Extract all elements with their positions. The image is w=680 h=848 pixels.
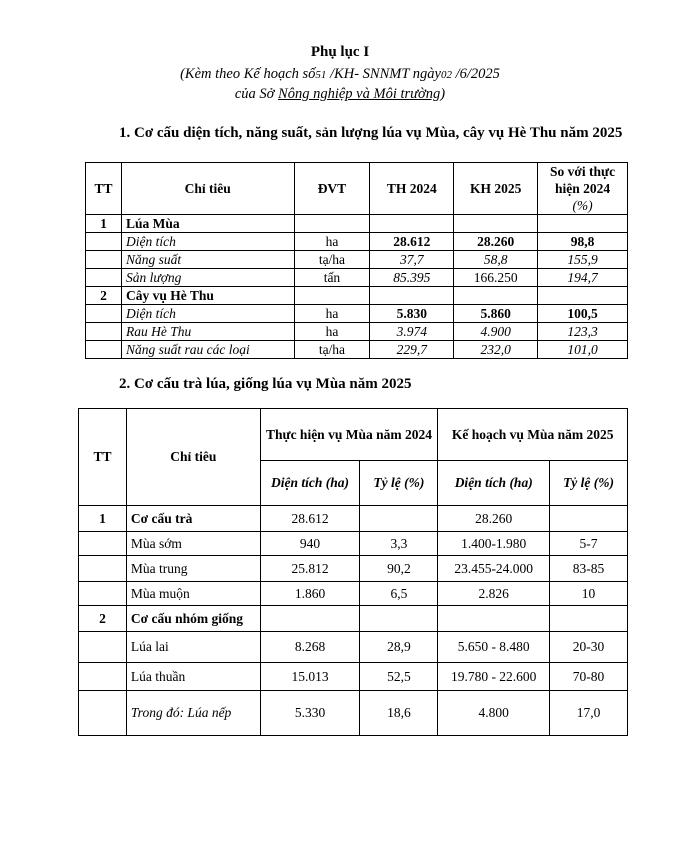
th-2024-value: 5.830	[370, 305, 454, 323]
section2-title: 2. Cơ cấu trà lúa, giống lúa vụ Mùa năm 2025	[119, 376, 412, 392]
area-kh-value: 2.826	[438, 582, 550, 606]
indicator-name: Năng suất	[121, 251, 294, 269]
th-2024-value: 28.612	[370, 233, 454, 251]
col-compare: So với thực hiện 2024 (%)	[538, 163, 628, 215]
compare-value: 101,0	[538, 341, 628, 359]
table-row	[79, 663, 628, 691]
area-kh-value: 4.800	[438, 691, 550, 736]
col-rate-th: Tỷ lệ (%)	[360, 461, 438, 506]
group-number: 2	[86, 287, 122, 305]
group-number: 1	[86, 215, 122, 233]
th-2024-value: 229,7	[370, 341, 454, 359]
rate-kh-value: 83-85	[550, 556, 628, 582]
compare-value: 194,7	[538, 269, 628, 287]
rate-th-value: 28,9	[360, 632, 438, 663]
th-2024-value: 85.395	[370, 269, 454, 287]
area-kh-value: 19.780 - 22.600	[438, 663, 550, 691]
group-th-2024: Thực hiện vụ Mùa năm 2024	[260, 409, 438, 461]
row-number	[79, 532, 127, 556]
col-kh-2025: KH 2025	[454, 163, 538, 215]
col-unit: ĐVT	[294, 163, 370, 215]
appendix-issuer: của Sở Nông nghiệp và Môi trường)	[234, 86, 446, 102]
plan-number: 51	[315, 69, 327, 81]
area-kh-value: 28.260	[438, 506, 550, 532]
indicator-name: Mùa trung	[126, 556, 260, 582]
row-number	[79, 691, 127, 736]
col-tt: TT	[79, 409, 127, 506]
th-2024-value: 37,7	[370, 251, 454, 269]
unit-cell: tạ/ha	[294, 251, 370, 269]
empty-cell	[294, 215, 370, 233]
table-row	[79, 582, 628, 606]
col-area-kh: Diện tích (ha)	[438, 461, 550, 506]
group-kh-2025: Kế hoạch vụ Mùa năm 2025	[438, 409, 628, 461]
indicator-name: Rau Hè Thu	[121, 323, 294, 341]
area-th-value: 1.860	[260, 582, 360, 606]
unit-cell: ha	[294, 323, 370, 341]
indicator-name: Lúa thuần	[126, 663, 260, 691]
indicator-name: Diện tích	[121, 305, 294, 323]
area-kh-value: 23.455-24.000	[438, 556, 550, 582]
rate-th-value	[360, 506, 438, 532]
table-row	[79, 532, 628, 556]
table-row	[86, 251, 628, 269]
indicator-name: Lúa lai	[126, 632, 260, 663]
col-indicator: Chỉ tiêu	[121, 163, 294, 215]
rate-kh-value	[550, 506, 628, 532]
col-th-2024: TH 2024	[370, 163, 454, 215]
kh-2025-value: 232,0	[454, 341, 538, 359]
indicator-name: Sản lượng	[121, 269, 294, 287]
col-rate-kh: Tỷ lệ (%)	[550, 461, 628, 506]
table-row	[79, 632, 628, 663]
kh-2025-value: 166.250	[454, 269, 538, 287]
empty-cell	[370, 215, 454, 233]
rate-kh-value: 10	[550, 582, 628, 606]
rate-kh-value: 70-80	[550, 663, 628, 691]
rate-th-value: 90,2	[360, 556, 438, 582]
indicator-name: Diện tích	[121, 233, 294, 251]
unit-cell: ha	[294, 233, 370, 251]
compare-value: 100,5	[538, 305, 628, 323]
empty-cell	[86, 341, 122, 359]
table-row	[86, 341, 628, 359]
row-number	[79, 632, 127, 663]
plan-day: 02	[440, 69, 452, 81]
kh-2025-value: 58,8	[454, 251, 538, 269]
kh-2025-value: 28.260	[454, 233, 538, 251]
th-2024-value: 3.974	[370, 323, 454, 341]
area-th-value: 28.612	[260, 506, 360, 532]
area-th-value: 25.812	[260, 556, 360, 582]
col-area-th: Diện tích (ha)	[260, 461, 360, 506]
compare-value: 98,8	[538, 233, 628, 251]
table-header-row	[79, 409, 628, 461]
rate-th-value: 6,5	[360, 582, 438, 606]
rate-kh-value: 20-30	[550, 632, 628, 663]
col-indicator: Chỉ tiêu	[126, 409, 260, 506]
rate-th-value: 3,3	[360, 532, 438, 556]
rate-th-value: 18,6	[360, 691, 438, 736]
empty-cell	[86, 269, 122, 287]
area-kh-value	[438, 606, 550, 632]
group-row	[86, 287, 628, 305]
empty-cell	[454, 287, 538, 305]
compare-value: 123,3	[538, 323, 628, 341]
compare-value: 155,9	[538, 251, 628, 269]
empty-cell	[86, 251, 122, 269]
area-th-value: 15.013	[260, 663, 360, 691]
empty-cell	[86, 305, 122, 323]
group-row	[86, 215, 628, 233]
area-kh-value: 1.400-1.980	[438, 532, 550, 556]
appendix-title: Phụ lục I	[310, 44, 370, 60]
area-th-value: 8.268	[260, 632, 360, 663]
row-number	[79, 582, 127, 606]
row-number: 1	[79, 506, 127, 532]
table-header-row	[86, 163, 628, 215]
indicator-name: Cơ cấu trà	[126, 506, 260, 532]
table-row	[79, 556, 628, 582]
unit-cell: tạ/ha	[294, 341, 370, 359]
area-th-value	[260, 606, 360, 632]
row-number	[79, 556, 127, 582]
section1-title: 1. Cơ cấu diện tích, năng suất, sản lượng lúa vụ Mùa, cây vụ Hè Thu năm 2025	[119, 125, 623, 141]
unit-cell: tấn	[294, 269, 370, 287]
area-kh-value: 5.650 - 8.480	[438, 632, 550, 663]
table-row	[86, 233, 628, 251]
indicator-name: Mùa sớm	[126, 532, 260, 556]
area-yield-table	[85, 162, 628, 359]
table-row	[86, 305, 628, 323]
empty-cell	[538, 215, 628, 233]
group-row	[79, 606, 628, 632]
rate-kh-value: 17,0	[550, 691, 628, 736]
kh-2025-value: 5.860	[454, 305, 538, 323]
group-row	[79, 506, 628, 532]
indicator-name: Trong đó: Lúa nếp	[126, 691, 260, 736]
table-row	[79, 691, 628, 736]
rate-th-value	[360, 606, 438, 632]
table-row	[86, 269, 628, 287]
unit-cell: ha	[294, 305, 370, 323]
empty-cell	[86, 233, 122, 251]
rate-kh-value: 5-7	[550, 532, 628, 556]
empty-cell	[294, 287, 370, 305]
empty-cell	[454, 215, 538, 233]
area-th-value: 940	[260, 532, 360, 556]
group-name: Lúa Mùa	[121, 215, 294, 233]
appendix-subtitle: (Kèm theo Kế hoạch số51 /KH- SNNMT ngày02 /6/2025	[180, 66, 500, 82]
indicator-name: Mùa muộn	[126, 582, 260, 606]
col-tt: TT	[86, 163, 122, 215]
rate-th-value: 52,5	[360, 663, 438, 691]
table-row	[86, 323, 628, 341]
indicator-name: Cơ cấu nhóm giống	[126, 606, 260, 632]
rate-kh-value	[550, 606, 628, 632]
group-name: Cây vụ Hè Thu	[121, 287, 294, 305]
empty-cell	[370, 287, 454, 305]
area-th-value: 5.330	[260, 691, 360, 736]
empty-cell	[538, 287, 628, 305]
empty-cell	[86, 323, 122, 341]
row-number: 2	[79, 606, 127, 632]
row-number	[79, 663, 127, 691]
crop-structure-table	[78, 408, 628, 736]
kh-2025-value: 4.900	[454, 323, 538, 341]
indicator-name: Năng suất rau các loại	[121, 341, 294, 359]
